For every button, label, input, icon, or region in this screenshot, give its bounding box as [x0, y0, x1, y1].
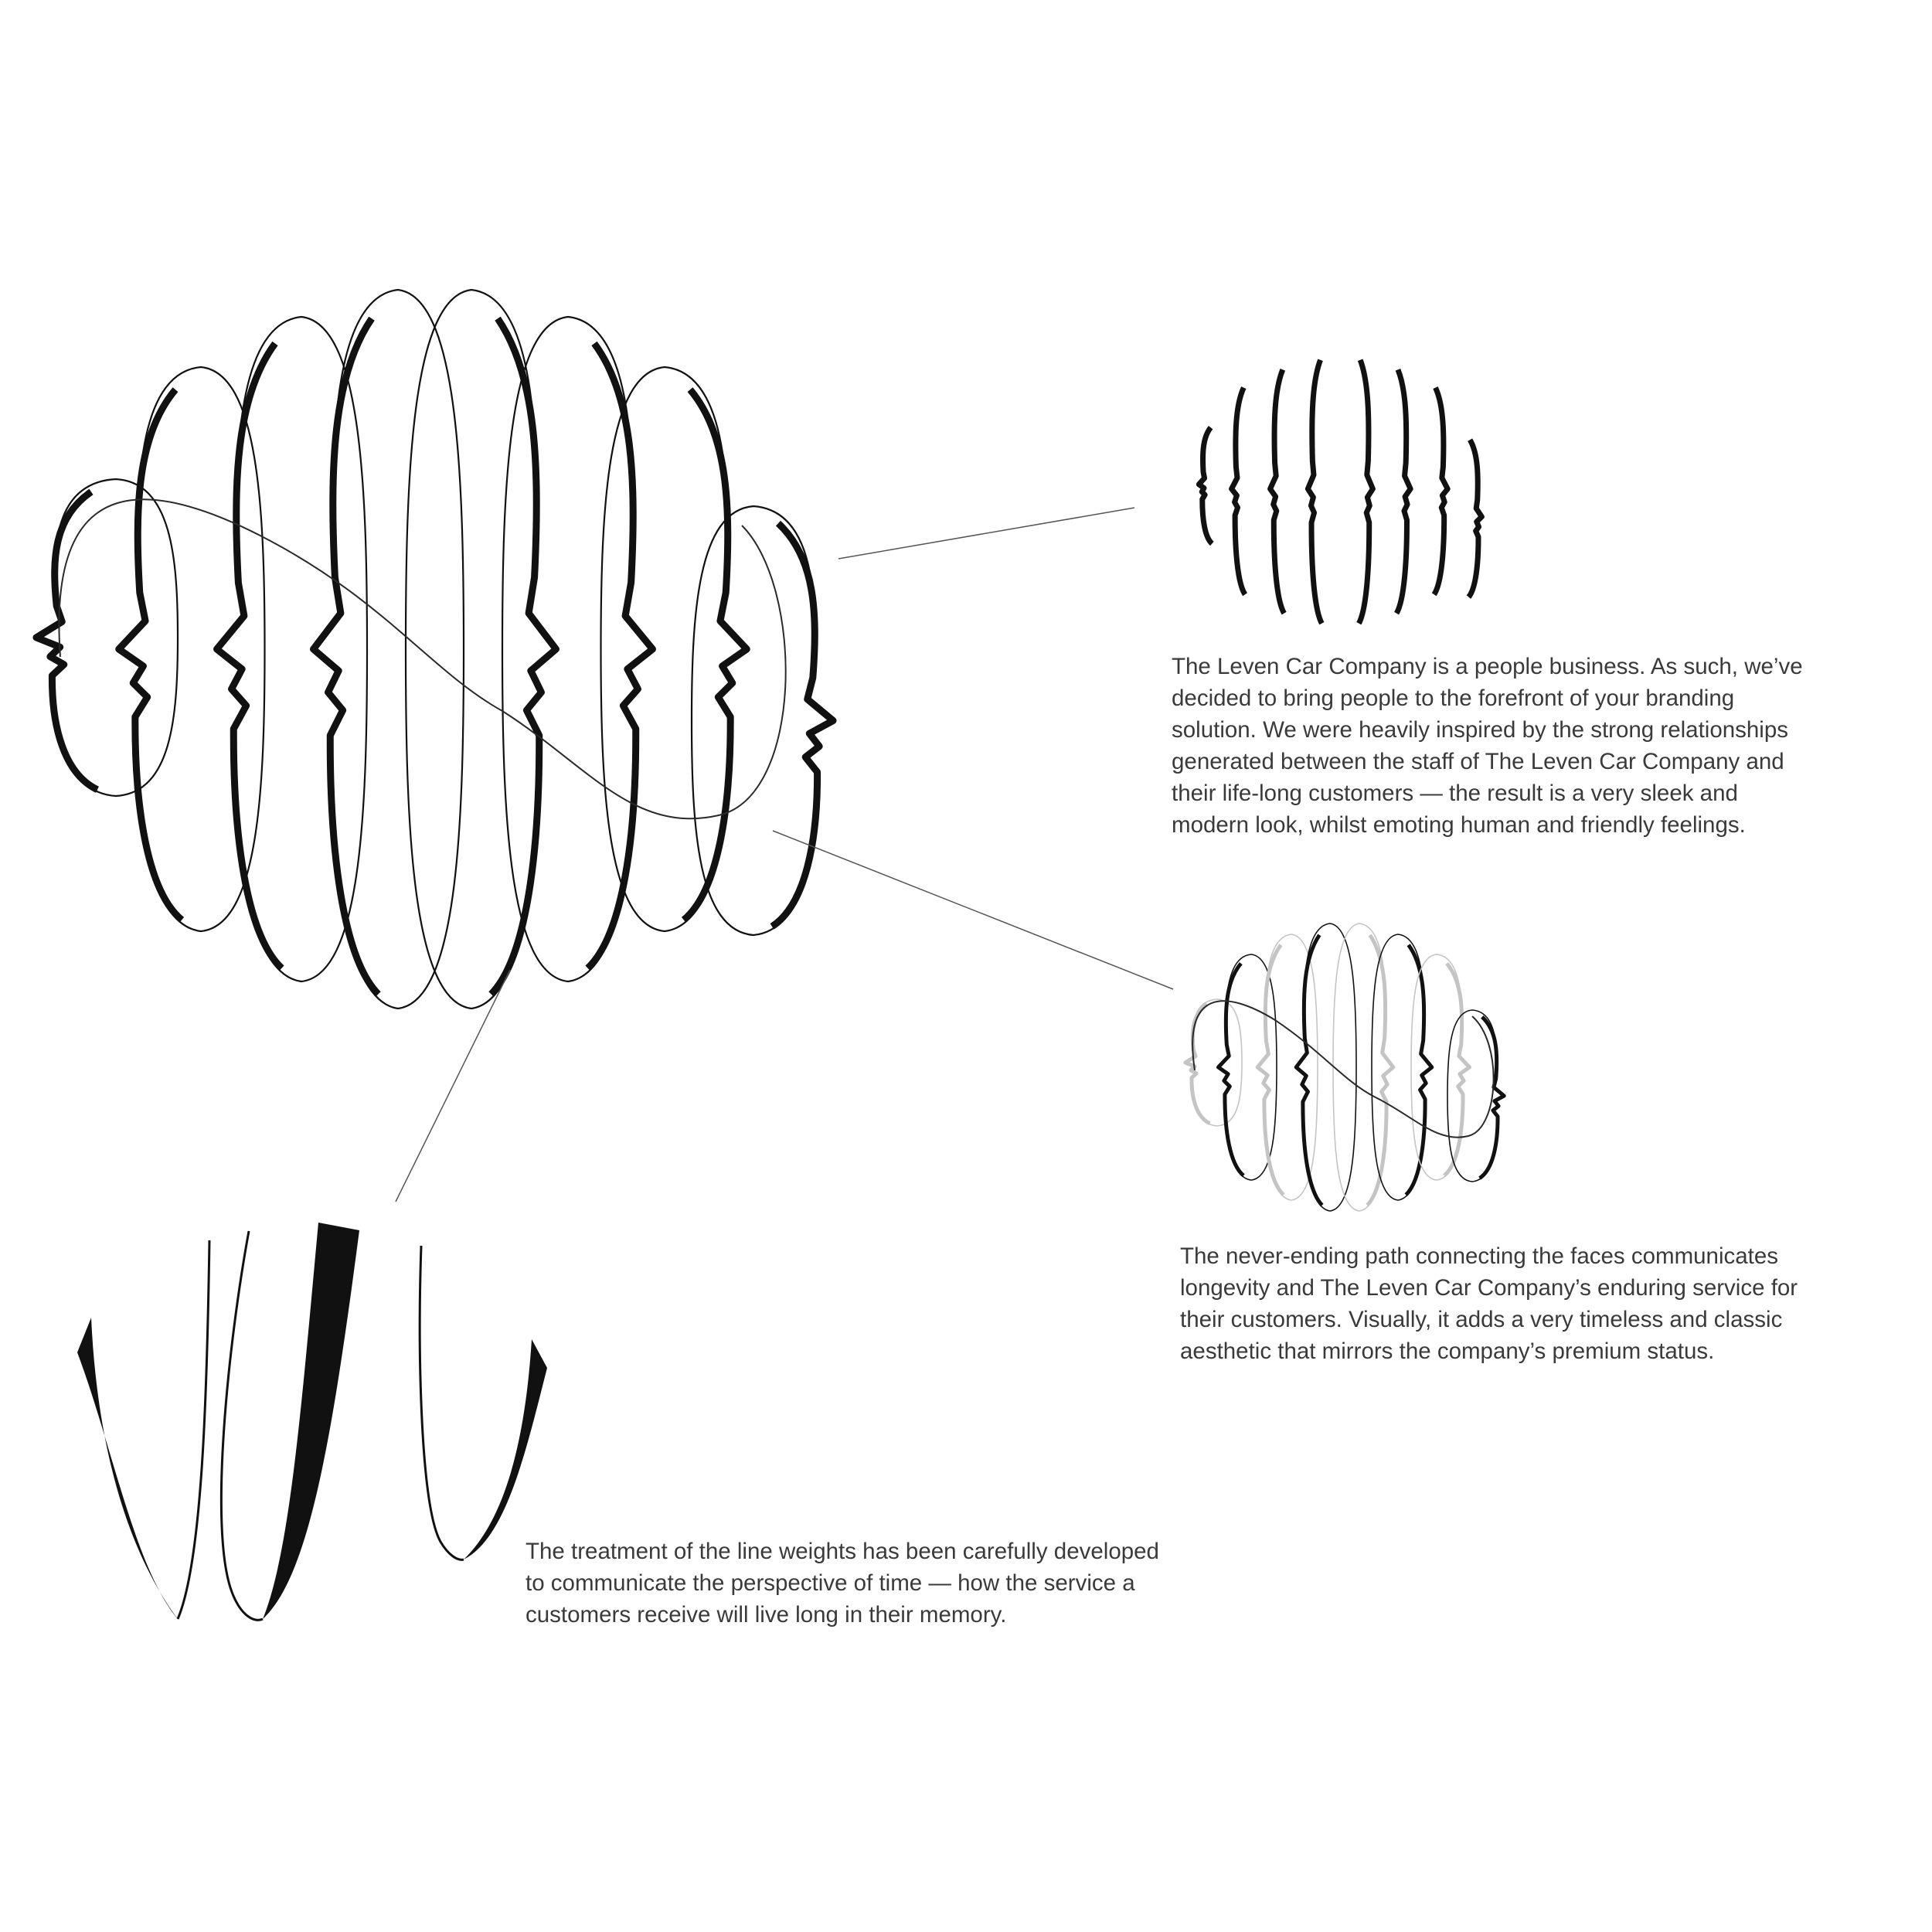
caption-line: longevity and The Leven Car Company’s enduring service for — [1180, 1275, 1798, 1301]
leader-line-to-weight-detail — [396, 970, 510, 1202]
caption-line: to communicate the perspective of time — how the service a — [526, 1570, 1135, 1596]
thick-stroke-right — [464, 1339, 547, 1560]
thin-stroke-middle — [221, 1231, 263, 1620]
face-loop-6 — [1411, 954, 1470, 1180]
leader-line-to-path-detail — [773, 831, 1173, 989]
caption-line-weights — [526, 1536, 1159, 1631]
caption-line: The treatment of the line weights has been carefully developed — [526, 1539, 1159, 1564]
face-profile-0 — [1199, 427, 1212, 543]
face-profile-2 — [1270, 369, 1284, 613]
face-loop-6 — [601, 367, 747, 931]
faces-only-detail — [1199, 360, 1481, 624]
caption-line: aesthetic that mirrors the company’s premium status. — [1180, 1338, 1715, 1364]
path-highlight-detail — [1185, 923, 1504, 1211]
caption-line: generated between the staff of The Leven Car Company and — [1172, 749, 1784, 774]
face-profile-1 — [119, 389, 182, 920]
leader-line-to-faces-detail — [838, 508, 1134, 559]
face-loop-3 — [1296, 923, 1356, 1211]
main-logo-mark — [36, 290, 833, 1009]
thin-stroke-right — [420, 1246, 464, 1560]
caption-line: The Leven Car Company is a people business. As such, we’ve — [1172, 654, 1803, 679]
face-loop-3 — [314, 290, 464, 1009]
caption-people-business — [1172, 651, 1803, 841]
face-profile-1 — [1232, 388, 1245, 595]
face-profile-4 — [492, 318, 556, 994]
caption-line: their life-long customers — the result is a very sleek and — [1172, 781, 1738, 806]
thick-stroke-middle — [263, 1223, 359, 1619]
line-weight-detail — [77, 1223, 547, 1620]
caption-line: modern look, whilst emoting human and friendly feelings. — [1172, 812, 1746, 838]
face-loop-5 — [502, 317, 652, 981]
face-profile-3 — [314, 318, 379, 994]
thin-stroke-left — [178, 1240, 209, 1619]
face-loop-2 — [1257, 934, 1318, 1200]
leader-lines — [396, 508, 1173, 1202]
face-loop-4 — [406, 290, 556, 1009]
caption-never-ending-path — [1180, 1240, 1798, 1367]
face-loop-0 — [36, 479, 178, 796]
caption-line: solution. We were heavily inspired by the strong relationships — [1172, 717, 1789, 743]
face-loop-5 — [1372, 934, 1432, 1200]
caption-line: The never-ending path connecting the faces communicates — [1180, 1243, 1779, 1269]
face-profile-5 — [588, 343, 653, 968]
face-profile-7 — [1468, 440, 1481, 597]
face-profile-0 — [36, 492, 97, 789]
face-profile-4 — [1359, 360, 1372, 624]
face-profile-0 — [1185, 1005, 1210, 1124]
infinite-path — [59, 499, 785, 818]
face-profile-6 — [1434, 388, 1447, 595]
face-loop-4 — [1333, 923, 1393, 1211]
face-loop-2 — [217, 317, 367, 981]
face-profile-1 — [1218, 964, 1243, 1175]
face-profile-3 — [1308, 360, 1321, 624]
face-profile-5 — [1396, 369, 1410, 613]
caption-line: decided to bring people to the forefront of your branding — [1172, 685, 1735, 711]
caption-line: customers receive will live long in their memory. — [526, 1602, 1007, 1628]
face-profile-2 — [217, 343, 282, 968]
thick-stroke-left — [77, 1318, 178, 1619]
caption-line: their customers. Visually, it adds a very timeless and classic — [1180, 1307, 1783, 1332]
